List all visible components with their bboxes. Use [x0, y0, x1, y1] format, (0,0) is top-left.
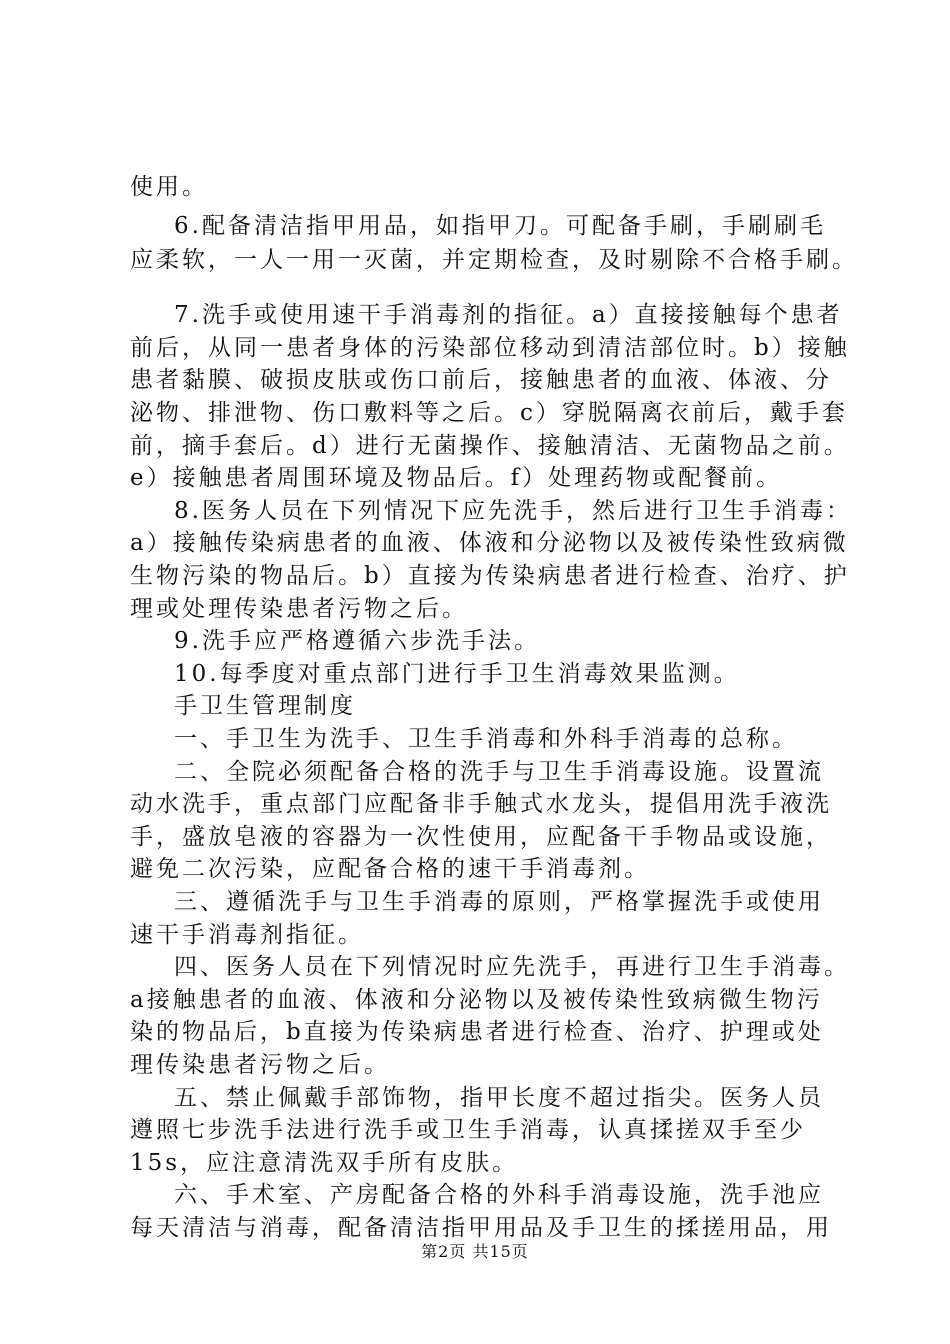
text-line: 染的物品后，b直接为传染病患者进行检查、治疗、护理或处 [130, 1019, 824, 1045]
text-line: 使用。 [130, 174, 208, 200]
text-line: 四、医务人员在下列情况时应先洗手，再进行卫生手消毒。 [174, 954, 850, 980]
text-line: 三、遵循洗手与卫生手消毒的原则，严格掌握洗手或使用 [174, 889, 824, 915]
text-line: 泌物、排泄物、伤口敷料等之后。c）穿脱隔离衣前后，戴手套 [130, 400, 848, 426]
text-line: 前，摘手套后。d）进行无菌操作、接触清洁、无菌物品之前。 [130, 433, 850, 459]
text-line: 7.洗手或使用速干手消毒剂的指征。a）直接接触每个患者 [174, 302, 843, 328]
text-line: 手，盛放皂液的容器为一次性使用，应配备干手物品或设施， [130, 824, 832, 850]
text-line: 8.医务人员在下列情况下应先洗手，然后进行卫生手消毒： [174, 498, 852, 524]
text-line: 速干手消毒剂指征。 [130, 922, 364, 948]
text-line: 10.每季度对重点部门进行手卫生消毒效果监测。 [174, 661, 740, 687]
text-line: a）接触传染病患者的血液、体液和分泌物以及被传染性致病微 [130, 530, 849, 556]
text-line: 9.洗手应严格遵循六步洗手法。 [174, 628, 540, 654]
text-line: e）接触患者周围环境及物品后。f）处理药物或配餐前。 [130, 465, 783, 491]
text-line: 前后，从同一患者身体的污染部位移动到清洁部位时。b）接触 [130, 335, 850, 361]
text-line: 应柔软，一人一用一灭菌，并定期检查，及时剔除不合格手刷。 [130, 247, 858, 273]
section-heading: 手卫生管理制度 [174, 693, 356, 719]
text-line: 15s，应注意清洗双手所有皮肤。 [130, 1150, 519, 1176]
page-number-footer: 第2页 共15页 [421, 1242, 529, 1261]
text-line: 二、全院必须配备合格的洗手与卫生手消毒设施。设置流 [174, 759, 824, 785]
text-line: 一、手卫生为洗手、卫生手消毒和外科手消毒的总称。 [174, 726, 798, 752]
text-line: 六、手术室、产房配备合格的外科手消毒设施，洗手池应 [174, 1182, 824, 1208]
text-line: 理或处理传染患者污物之后。 [130, 596, 468, 622]
text-line: 每天清洁与消毒，配备清洁指甲用品及手卫生的揉搓用品，用 [130, 1215, 832, 1241]
text-line: 动水洗手，重点部门应配备非手触式水龙头，提倡用洗手液洗 [130, 791, 832, 817]
text-line: 6.配备清洁指甲用品，如指甲刀。可配备手刷，手刷刷毛 [174, 213, 826, 239]
text-line: a接触患者的血液、体液和分泌物以及被传染性致病微生物污 [130, 987, 823, 1013]
text-line: 遵照七步洗手法进行洗手或卫生手消毒，认真揉搓双手至少 [130, 1117, 806, 1143]
text-line: 生物污染的物品后。b）直接为传染病患者进行检查、治疗、护 [130, 563, 850, 589]
text-line: 患者黏膜、破损皮肤或伤口前后，接触患者的血液、体液、分 [130, 367, 832, 393]
text-line: 五、禁止佩戴手部饰物，指甲长度不超过指尖。医务人员 [174, 1085, 824, 1111]
text-line: 理传染患者污物之后。 [130, 1052, 390, 1078]
text-line: 避免二次污染，应配备合格的速干手消毒剂。 [130, 856, 650, 882]
